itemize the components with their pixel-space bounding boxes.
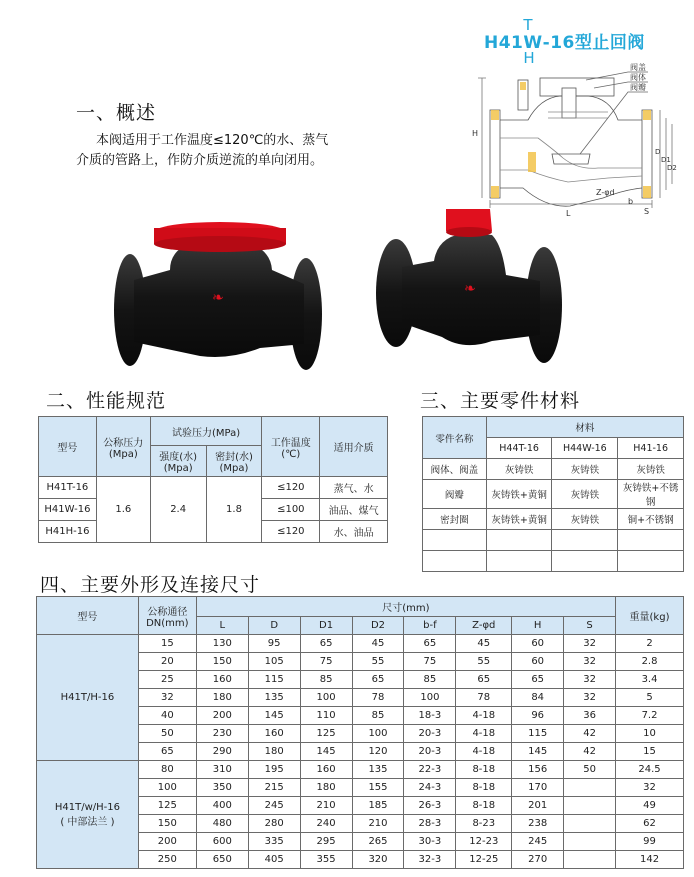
dim-cell: 155: [352, 779, 404, 797]
dim-col-header: D1: [300, 617, 352, 635]
dim-col-header: H: [512, 617, 564, 635]
perf-header-temp-unit: (℃): [281, 448, 301, 460]
dim-cell: 100: [138, 779, 196, 797]
dim-cell: 150: [196, 653, 248, 671]
dim-cell: 110: [300, 707, 352, 725]
perf-header-strength-label: 强度(水): [159, 452, 198, 463]
dim-cell: 238: [512, 815, 564, 833]
drawing-label-bonnet: 阀盖: [630, 63, 646, 72]
dim-cell: 85: [300, 671, 352, 689]
dim-cell: 24.5: [616, 761, 684, 779]
dim-cell: 8-18: [456, 797, 512, 815]
dim-cell: 84: [512, 689, 564, 707]
dim-cell: 45: [352, 635, 404, 653]
dim-cell: 15: [616, 743, 684, 761]
dim-cell: 12-23: [456, 833, 512, 851]
title-suffix: -16型止回阀: [542, 33, 645, 53]
perf-header-media: 适用介质: [320, 417, 388, 477]
dim-cell: 200: [196, 707, 248, 725]
section1-heading: 一、概述: [76, 102, 157, 124]
dim-cell: 50: [564, 761, 616, 779]
dim-cell: 145: [300, 743, 352, 761]
dim-cell: 32: [564, 635, 616, 653]
table-row-empty: [423, 551, 684, 572]
dim-cell: 42: [564, 725, 616, 743]
table-row: [37, 635, 684, 653]
dim-cell: 42: [564, 743, 616, 761]
dimensions-table: [36, 596, 684, 869]
dim-cell: 480: [196, 815, 248, 833]
dim-cell: 280: [248, 815, 300, 833]
mat-cell: 灰铸铁: [486, 459, 552, 480]
dim-col-header: Z-φd: [456, 617, 512, 635]
dim-cell: 4-18: [456, 725, 512, 743]
dim-cell: 20-3: [404, 725, 456, 743]
perf-header-nominal-label: 公称压力: [103, 437, 144, 449]
perf-header-seal-unit: (Mpa): [219, 463, 249, 474]
dim-cell: 7.2: [616, 707, 684, 725]
overview-line2: 介质的管路上，作防介质逆流的单向闭用。: [76, 153, 324, 168]
perf-header-seal: [206, 446, 262, 477]
dim-cell: [564, 779, 616, 797]
perf-media: 水、油品: [320, 521, 388, 543]
dim-col-header: L: [196, 617, 248, 635]
mat-cell: 灰铸铁: [618, 459, 684, 480]
perf-header-strength-unit: (Mpa): [163, 463, 193, 474]
dim-cell: 3.4: [616, 671, 684, 689]
dim-cell: 2.8: [616, 653, 684, 671]
dim-cell: 45: [456, 635, 512, 653]
dim-cell: 150: [138, 815, 196, 833]
dim-cell: 40: [138, 707, 196, 725]
dim-cell: 55: [456, 653, 512, 671]
dim-cell: 4-18: [456, 743, 512, 761]
dim-cell: 335: [248, 833, 300, 851]
dim-col-header: D2: [352, 617, 404, 635]
product-title: [484, 16, 645, 67]
dim-cell: 5: [616, 689, 684, 707]
dim-cell: 4-18: [456, 707, 512, 725]
dim-cell: 8-18: [456, 779, 512, 797]
dim-model-label: ( 中部法兰 ): [60, 816, 115, 828]
overview-line1: 本阀适用于工作温度≤120℃的水、蒸气: [96, 133, 329, 148]
dim-header-model: 型号: [37, 597, 139, 635]
perf-header-temp-label: 工作温度: [270, 437, 311, 449]
drawing-label-d1: D1: [661, 156, 671, 164]
dim-cell: 65: [456, 671, 512, 689]
mat-header-material: 材料: [486, 417, 683, 438]
dim-cell: 160: [196, 671, 248, 689]
table-row: [423, 459, 684, 480]
dim-cell: 75: [300, 653, 352, 671]
dim-cell: 32: [564, 653, 616, 671]
dim-cell: 65: [138, 743, 196, 761]
dim-header-dn-unit: DN(mm): [146, 617, 189, 629]
dim-cell: 60: [512, 635, 564, 653]
mat-part: 阀瓣: [423, 480, 487, 509]
dim-cell: 145: [248, 707, 300, 725]
mat-part: 密封圈: [423, 509, 487, 530]
dim-cell: 142: [616, 851, 684, 869]
mat-col-h41: H41-16: [618, 438, 684, 459]
mat-cell: 铜+不锈钢: [618, 509, 684, 530]
perf-header-nominal-unit: (Mpa): [108, 448, 138, 460]
dim-cell: 185: [352, 797, 404, 815]
dim-cell: 78: [352, 689, 404, 707]
dim-header-weight: 重量(kg): [616, 597, 684, 635]
dim-cell: 60: [512, 653, 564, 671]
dim-col-header: S: [564, 617, 616, 635]
dim-cell: [564, 797, 616, 815]
dim-cell: 15: [138, 635, 196, 653]
materials-table: [422, 416, 684, 572]
performance-table: [38, 416, 388, 543]
dim-model-cell: [37, 635, 139, 761]
dim-cell: 8-23: [456, 815, 512, 833]
dim-cell: 96: [512, 707, 564, 725]
dim-cell: 215: [248, 779, 300, 797]
drawing-label-l: L: [566, 209, 571, 218]
valve-photo-right: [372, 205, 572, 370]
perf-strength: 2.4: [150, 477, 206, 543]
dim-model-cell: [37, 761, 139, 869]
mat-cell: 灰铸铁: [552, 509, 618, 530]
perf-model: H41T-16: [39, 477, 97, 499]
dim-cell: 230: [196, 725, 248, 743]
table-row: [37, 761, 684, 779]
dim-cell: 105: [248, 653, 300, 671]
dim-cell: 55: [352, 653, 404, 671]
title-letter-h: H: [523, 49, 536, 67]
dim-cell: 125: [300, 725, 352, 743]
drawing-label-d: D: [655, 148, 661, 156]
brand-logo-icon: ❧: [464, 281, 476, 297]
dim-model-label: H41T/w/H-16: [54, 801, 120, 813]
dim-col-header: D: [248, 617, 300, 635]
dim-cell: 78: [456, 689, 512, 707]
dim-cell: 210: [300, 797, 352, 815]
valve-photo-left: [110, 210, 330, 370]
dim-col-header: b-f: [404, 617, 456, 635]
dim-cell: 32: [564, 689, 616, 707]
mat-cell: 灰铸铁+不锈钢: [618, 480, 684, 509]
drawing-label-b: b: [628, 197, 634, 206]
mat-cell: 灰铸铁+黄铜: [486, 480, 552, 509]
dim-cell: 245: [512, 833, 564, 851]
dim-cell: [564, 815, 616, 833]
dim-cell: 22-3: [404, 761, 456, 779]
dim-cell: 25: [138, 671, 196, 689]
dim-cell: 36: [564, 707, 616, 725]
dim-cell: 30-3: [404, 833, 456, 851]
dim-cell: 62: [616, 815, 684, 833]
dim-cell: 20-3: [404, 743, 456, 761]
dim-cell: 355: [300, 851, 352, 869]
dim-cell: 2: [616, 635, 684, 653]
mat-header-part: 零件名称: [423, 417, 487, 459]
mat-part: 阀体、阀盖: [423, 459, 487, 480]
perf-media: 油品、煤气: [320, 499, 388, 521]
mat-cell: 灰铸铁: [552, 480, 618, 509]
dim-cell: 10: [616, 725, 684, 743]
perf-header-nominal: [96, 417, 150, 477]
dim-cell: 170: [512, 779, 564, 797]
dim-cell: 95: [248, 635, 300, 653]
dim-cell: 265: [352, 833, 404, 851]
dim-cell: 115: [248, 671, 300, 689]
perf-model: H41W-16: [39, 499, 97, 521]
table-row: [39, 477, 388, 499]
dim-cell: 50: [138, 725, 196, 743]
drawing-label-h: H: [472, 129, 479, 138]
dim-cell: 49: [616, 797, 684, 815]
dim-cell: 26-3: [404, 797, 456, 815]
perf-model: H41H-16: [39, 521, 97, 543]
dim-cell: 270: [512, 851, 564, 869]
title-letter-w: W: [523, 33, 543, 53]
table-row-empty: [423, 530, 684, 551]
dim-cell: 65: [404, 635, 456, 653]
section2-heading: 二、性能规范: [46, 390, 167, 412]
dim-header-dn: [138, 597, 196, 635]
dim-cell: 180: [248, 743, 300, 761]
dim-cell: [564, 851, 616, 869]
dim-cell: 32: [564, 671, 616, 689]
mat-cell: 灰铸铁+黄铜: [486, 509, 552, 530]
dim-cell: 650: [196, 851, 248, 869]
dim-cell: 65: [352, 671, 404, 689]
perf-header-seal-label: 密封(水): [215, 452, 253, 463]
perf-media: 蒸气、水: [320, 477, 388, 499]
drawing-label-disc: 阀瓣: [630, 83, 646, 92]
perf-temp: ≤120: [262, 477, 320, 499]
table-row: [423, 509, 684, 530]
brand-logo-icon: ❧: [212, 290, 224, 306]
drawing-label-s: S: [644, 207, 650, 216]
dim-cell: 600: [196, 833, 248, 851]
dim-cell: 80: [138, 761, 196, 779]
dim-cell: 32: [616, 779, 684, 797]
dim-cell: 156: [512, 761, 564, 779]
drawing-label-zd: Z-φd: [596, 188, 615, 197]
dim-cell: 245: [248, 797, 300, 815]
dim-cell: 99: [616, 833, 684, 851]
dim-cell: 18-3: [404, 707, 456, 725]
dim-cell: 12-25: [456, 851, 512, 869]
section3-heading: 三、主要零件材料: [420, 390, 581, 412]
mat-col-h44w: H44W-16: [552, 438, 618, 459]
mat-col-h44t: H44T-16: [486, 438, 552, 459]
drawing-label-body: 阀体: [630, 73, 646, 82]
dim-cell: 201: [512, 797, 564, 815]
perf-header-strength: [150, 446, 206, 477]
title-letter-t: T: [523, 16, 534, 34]
dim-cell: 120: [352, 743, 404, 761]
perf-nominal: 1.6: [96, 477, 150, 543]
perf-header-temp: [262, 417, 320, 477]
perf-header-test: 试验压力(MPa): [150, 417, 262, 446]
dim-cell: 65: [300, 635, 352, 653]
dim-cell: 100: [404, 689, 456, 707]
table-row: [423, 480, 684, 509]
dim-cell: 135: [248, 689, 300, 707]
dim-cell: 115: [512, 725, 564, 743]
dim-cell: 32-3: [404, 851, 456, 869]
dim-cell: 180: [300, 779, 352, 797]
dim-cell: 85: [404, 671, 456, 689]
dim-cell: 160: [300, 761, 352, 779]
dim-cell: 145: [512, 743, 564, 761]
dim-cell: 210: [352, 815, 404, 833]
dim-cell: 28-3: [404, 815, 456, 833]
dim-cell: 290: [196, 743, 248, 761]
dim-cell: [564, 833, 616, 851]
dim-model-label: H41T/H-16: [60, 692, 115, 703]
perf-seal: 1.8: [206, 477, 262, 543]
dim-cell: 160: [248, 725, 300, 743]
dim-cell: 350: [196, 779, 248, 797]
dim-cell: 195: [248, 761, 300, 779]
perf-header-model: 型号: [39, 417, 97, 477]
dim-header-size: 尺寸(mm): [196, 597, 615, 617]
section4-heading: 四、主要外形及连接尺寸: [40, 574, 261, 596]
dim-cell: 320: [352, 851, 404, 869]
dim-cell: 135: [352, 761, 404, 779]
dim-cell: 8-18: [456, 761, 512, 779]
dim-cell: 405: [248, 851, 300, 869]
dim-cell: 240: [300, 815, 352, 833]
dim-cell: 24-3: [404, 779, 456, 797]
dim-cell: 250: [138, 851, 196, 869]
dim-cell: 100: [300, 689, 352, 707]
dim-cell: 180: [196, 689, 248, 707]
dim-cell: 100: [352, 725, 404, 743]
dim-cell: 400: [196, 797, 248, 815]
dim-cell: 295: [300, 833, 352, 851]
dim-cell: 125: [138, 797, 196, 815]
mat-cell: 灰铸铁: [552, 459, 618, 480]
title-prefix: H41: [484, 33, 524, 53]
perf-temp: ≤100: [262, 499, 320, 521]
dim-cell: 200: [138, 833, 196, 851]
dim-cell: 75: [404, 653, 456, 671]
dim-header-dn-label: 公称通径: [147, 606, 188, 618]
dim-cell: 20: [138, 653, 196, 671]
perf-temp: ≤120: [262, 521, 320, 543]
drawing-label-d2: D2: [667, 164, 677, 172]
dim-cell: 85: [352, 707, 404, 725]
dim-cell: 130: [196, 635, 248, 653]
dim-cell: 65: [512, 671, 564, 689]
dim-cell: 310: [196, 761, 248, 779]
dim-cell: 32: [138, 689, 196, 707]
